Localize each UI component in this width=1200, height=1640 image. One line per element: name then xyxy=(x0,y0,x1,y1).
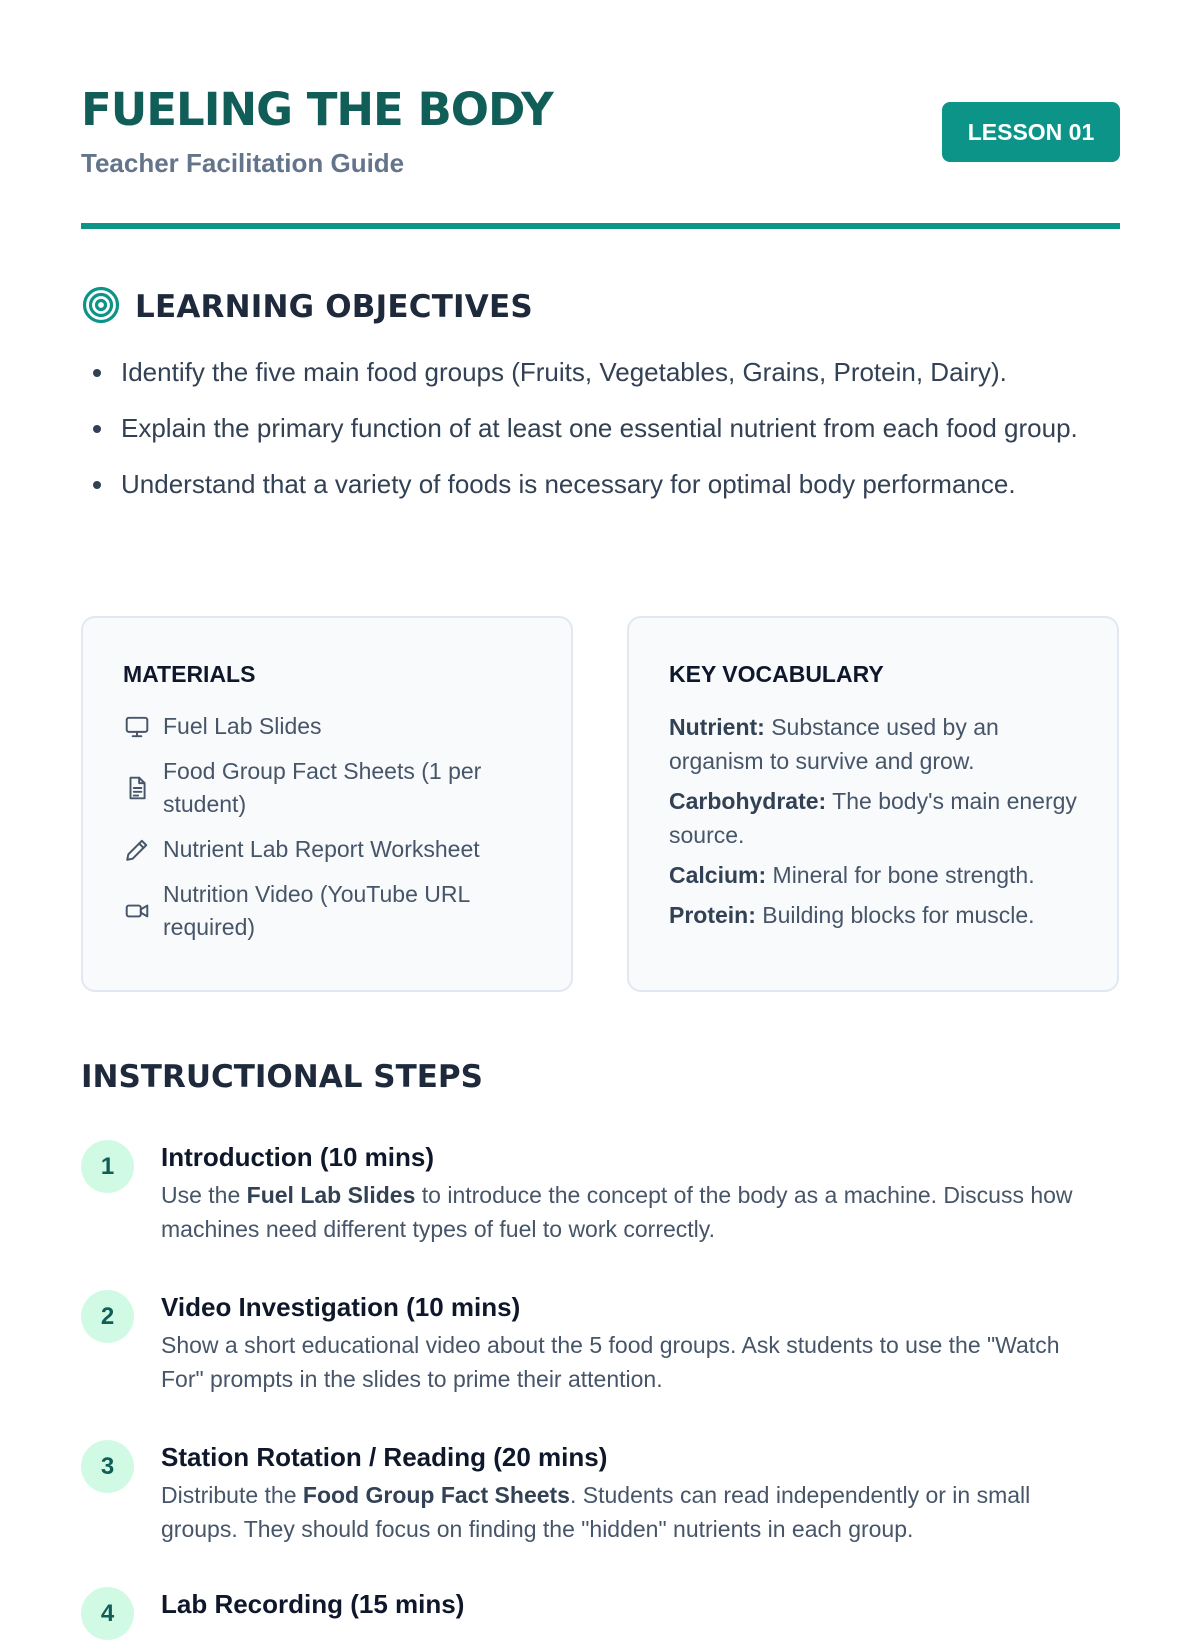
target-icon xyxy=(81,285,121,330)
vocab-term: Calcium: xyxy=(669,862,767,888)
objective-item: Explain the primary function of at least one essential nutrient from each food group. xyxy=(81,406,1121,450)
page-subtitle: Teacher Facilitation Guide xyxy=(81,148,405,178)
vocab-definition: Mineral for bone strength. xyxy=(766,862,1035,888)
step-number: 2 xyxy=(81,1290,134,1343)
step-description xyxy=(161,1478,1081,1546)
vocab-item xyxy=(669,858,1077,892)
vocab-definition: The body's main energy source. xyxy=(669,788,1077,848)
objective-item: Understand that a variety of foods is necessary for optimal body performance. xyxy=(81,462,1121,506)
material-item xyxy=(123,833,531,866)
materials-card xyxy=(81,616,573,992)
objective-item: Identify the five main food groups (Fruits, Vegetables, Grains, Protein, Dairy). xyxy=(81,350,1121,394)
material-label: Nutrition Video (YouTube URL required) xyxy=(163,881,470,940)
materials-heading: MATERIALS xyxy=(123,661,256,687)
material-item xyxy=(123,878,531,944)
page-header xyxy=(81,82,1120,232)
monitor-icon xyxy=(123,713,151,741)
step-number: 3 xyxy=(81,1440,134,1493)
material-label: Fuel Lab Slides xyxy=(163,713,322,739)
steps-heading: INSTRUCTIONAL STEPS xyxy=(81,1059,483,1095)
step-number: 4 xyxy=(81,1587,134,1640)
header-divider xyxy=(81,223,1120,229)
material-label: Food Group Fact Sheets (1 per student) xyxy=(163,758,482,817)
vocab-item xyxy=(669,898,1077,932)
step-desc-emphasis: Food Group Fact Sheets xyxy=(302,1482,570,1508)
material-item xyxy=(123,755,531,821)
step-desc-emphasis: Fuel Lab Slides xyxy=(246,1182,416,1208)
step-description xyxy=(161,1178,1081,1246)
vocabulary-card xyxy=(627,616,1119,992)
pencil-icon xyxy=(123,836,151,864)
video-camera-icon xyxy=(123,897,151,925)
vocab-term: Nutrient: xyxy=(669,714,765,740)
objectives-list xyxy=(81,350,1121,518)
vocab-definition: Substance used by an organism to survive and grow. xyxy=(669,714,999,774)
lesson-badge: LESSON 01 xyxy=(942,102,1120,162)
vocab-term: Protein: xyxy=(669,902,756,928)
page-title: FUELING THE BODY xyxy=(81,83,553,136)
step-desc-text: Use the xyxy=(161,1182,247,1208)
vocab-item xyxy=(669,710,1077,778)
step-desc-text: to introduce the concept of the body as a machine. Discuss how machines need different types of fuel to work correctly. xyxy=(161,1182,1073,1242)
material-label: Nutrient Lab Report Worksheet xyxy=(163,836,480,862)
step-number: 1 xyxy=(81,1140,134,1193)
step-description xyxy=(161,1328,1081,1396)
material-item xyxy=(123,710,531,743)
vocab-term: Carbohydrate: xyxy=(669,788,827,814)
step-title: Lab Recording (15 mins) xyxy=(161,1589,465,1619)
vocab-item xyxy=(669,784,1077,852)
vocabulary-heading: KEY VOCABULARY xyxy=(669,661,884,687)
document-icon xyxy=(123,774,151,802)
step-title: Video Investigation (10 mins) xyxy=(161,1292,521,1322)
objectives-heading: LEARNING OBJECTIVES xyxy=(135,289,533,325)
step-title: Introduction (10 mins) xyxy=(161,1142,434,1172)
step-desc-text: Distribute the xyxy=(161,1482,303,1508)
step-title: Station Rotation / Reading (20 mins) xyxy=(161,1442,608,1472)
vocab-definition: Building blocks for muscle. xyxy=(755,902,1035,928)
objectives-header xyxy=(81,283,533,331)
step-desc-text: Show a short educational video about the 5 food groups. Ask students to use the "Watch For" prompts in the slides to prime their attention. xyxy=(161,1332,1060,1392)
step-desc-text: . Students can read independently or in small groups. They should focus on finding the "hidden" nutrients in each group. xyxy=(161,1482,1031,1542)
